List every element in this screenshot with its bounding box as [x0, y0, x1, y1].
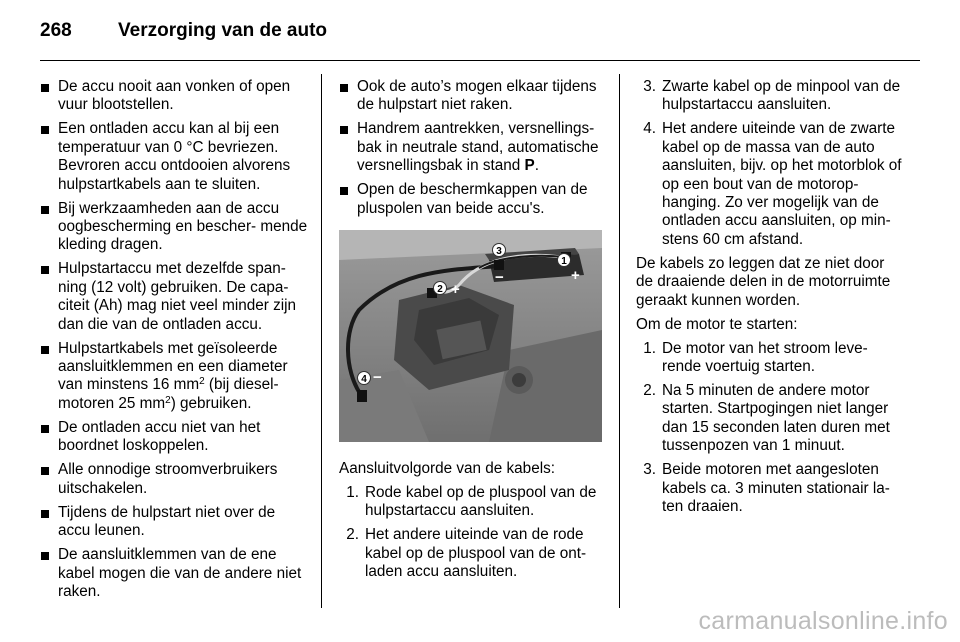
step-item: 1. De motor van het stroom leve- rende voertuig starten.	[643, 339, 868, 376]
column-3	[636, 78, 904, 522]
bullet-item: De aansluitklemmen van de ene kabel mogen die van de andere niet raken.	[40, 546, 308, 601]
bullet-item: Een ontladen accu kan al bij een temperatuur van 0 °C bevriezen. Bevroren accu ontdooien alvorens hulpstartkabels aan te sluiten.	[40, 120, 308, 194]
step-item: 2. Het andere uiteinde van de rode kabel op de pluspool van de ont- laden accu aansluiten.	[346, 526, 587, 581]
callout-1: 1	[561, 256, 567, 268]
step-item: 3. Beide motoren met aangesloten kabels ca. 3 minuten stationair la- ten draaien.	[643, 461, 890, 516]
column-divider-2	[619, 74, 620, 608]
callout-2: 2	[437, 284, 443, 296]
start-intro-paragraph: Om de motor te starten:	[636, 315, 798, 333]
start-steps	[636, 340, 904, 517]
minus-icon: −	[373, 369, 382, 387]
bullet-item: Hulpstartaccu met dezelfde span- ning (12 volt) gebruiken. De capa- citeit (Ah) mag niet veel minder zijn dan die van de ontladen accu.	[40, 260, 308, 334]
connection-steps	[339, 484, 605, 582]
jump-start-illustration	[339, 230, 602, 442]
cable-routing-paragraph: De kabels zo leggen dat ze niet door de draaiende delen in de motorruimte geraakt kunnen worden.	[636, 254, 891, 309]
plus-icon: +	[571, 267, 580, 285]
bullet-item: Handrem aantrekken, versnellings- bak in neutrale stand, automatische versnellingsbak in stand P.	[339, 120, 605, 175]
bullet-item: Tijdens de hulpstart niet over de accu leunen.	[40, 504, 308, 541]
bullet-item: De accu nooit aan vonken of open vuur blootstellen.	[40, 78, 308, 115]
bullet-item: De ontladen accu niet van het boordnet loskoppelen.	[40, 419, 308, 456]
bullet-item: Hulpstartkabels met geïsoleerde aansluitklemmen en een diameter van minstens 16 $mm^2$ (bij diesel- motoren 25 $mm^2$) gebruiken.	[40, 340, 308, 414]
preparation-bullet-list	[339, 78, 605, 218]
watermark: carmanualsonline.info	[698, 607, 948, 635]
step-item: 2. Na 5 minuten de andere motor starten. Startpogingen niet langer dan 15 seconden laten duren met tussenpozen van 1 minuut.	[643, 382, 890, 455]
bullet-item: Open de beschermkappen van de pluspolen van beide accu's.	[339, 181, 605, 218]
figure-caption: Aansluitvolgorde van de kabels:	[339, 460, 555, 478]
step-item: 4. Het andere uiteinde van de zwarte kabel op de massa van de auto aansluiten, bijv. op het motorblok of op een bout van de motorop- hanging. Zo ver mogelijk van de ontladen accu aansluiten, op min- stens 60 cm afstand.	[643, 120, 902, 248]
column-divider-1	[321, 74, 322, 608]
plus-icon: +	[451, 281, 460, 299]
header-divider	[40, 60, 920, 61]
step-item: 3. Zwarte kabel op de minpool van de hulpstartaccu aansluiten.	[643, 78, 901, 114]
step-item: 1. Rode kabel op de pluspool van de hulpstartaccu aansluiten.	[346, 484, 597, 520]
minus-icon: −	[495, 269, 504, 287]
page-header	[40, 18, 920, 58]
callout-3: 3	[496, 246, 502, 258]
safety-bullet-list	[40, 78, 308, 601]
page-title: Verzorging van de auto	[118, 20, 328, 41]
connection-steps-continued	[636, 78, 904, 249]
bullet-item: Bij werkzaamheden aan de accu oogbescherming en bescher- mende kleding dragen.	[40, 200, 308, 255]
bullet-item: Ook de auto’s mogen elkaar tijdens de hulpstart niet raken.	[339, 78, 605, 115]
column-2	[339, 78, 605, 587]
callout-4: 4	[361, 374, 367, 386]
page-number: 268	[40, 20, 72, 41]
column-1	[40, 78, 308, 607]
bullet-item: Alle onnodige stroomverbruikers uitschakelen.	[40, 461, 308, 498]
